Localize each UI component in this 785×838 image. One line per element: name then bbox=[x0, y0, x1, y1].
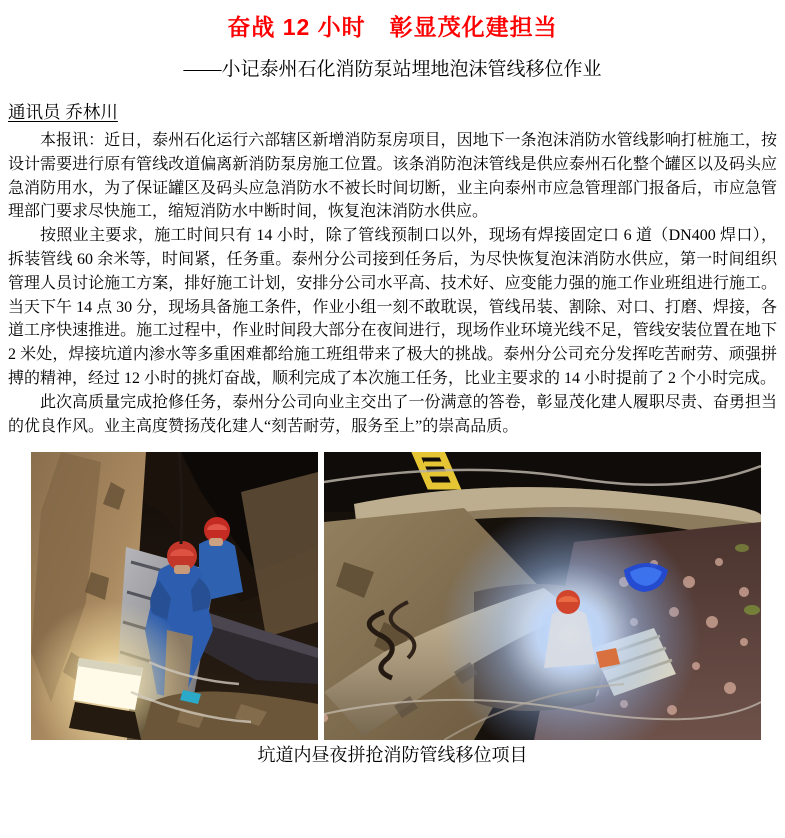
paragraph-lead: 本报讯：近日，泰州石化运行六部辖区新增消防泵房项目，因地下一条泡沫消防水管线影响打桩施工，按设计需要进行原有管线改道偏离新消防泵房施工位置。该条消防泡沫管线是供应泰州石化整个罐区以及码头应急消防用水，为了保证罐区及码头应急消防水不被长时间切断，业主向泰州市应急管理部门报备后，市应急管理部门要求尽快施工，缩短消防水中断时间，恢复泡沫消防水供应。 bbox=[8, 132, 777, 221]
night-welding-photo bbox=[324, 452, 761, 740]
paragraph-construction: 按照业主要求，施工时间只有 14 小时，除了管线预制口以外，现场有焊接固定口 6 道（DN400 焊口），拆装管线 60 余米等，时间紧，任务重。泰州分公司接到任务后，为尽快恢复泡沫消防水供应，第一时间组织管理人员讨论施工方案，排好施工计划，安排分公司水平高、技术好、应变能力强的施工作业班组进行施工。当天下午 14 点 30 分，现场具备施工条件，作业小组一刻不敢耽误，管线吊装、割除、对口、打磨、焊接，各道工序快速推进。施工过程中，作业时间段大部分在夜间进行，现场作业环境光线不足，管线安装位置在地下 2 米处，焊接坑道内渗水等多重困难都给施工班组带来了极大的挑战。泰州分公司充分发挥吃苦耐劳、顽强拼搏的精神，经过 12 小时的挑灯奋战，顺利完成了本次施工任务，比业主要求的 14 小时提前了 2 个小时完成。 bbox=[8, 227, 777, 387]
paragraph-closing: 此次高质量完成抢修任务，泰州分公司向业主交出了一份满意的答卷，彰显茂化建人履职尽责、奋勇担当的优良作风。业主高度赞扬茂化建人“刻苦耐劳，服务至上”的崇高品质。 bbox=[8, 393, 777, 435]
article-body bbox=[0, 129, 785, 438]
night-welding-illustration bbox=[324, 452, 761, 740]
photo-figure bbox=[0, 452, 785, 767]
photo-caption: 坑道内昼夜拼抢消防管线移位项目 bbox=[257, 745, 528, 766]
trench-workers-illustration bbox=[31, 452, 318, 740]
author-byline: 通讯员 乔林川 bbox=[8, 102, 118, 122]
trench-workers-photo bbox=[31, 452, 318, 740]
subtitle: ——小记泰州石化消防泵站埋地泡沫管线移位作业 bbox=[183, 59, 602, 80]
photo-row bbox=[31, 452, 761, 740]
page-title: 奋战 12 小时 彰显茂化建担当 bbox=[227, 14, 558, 40]
